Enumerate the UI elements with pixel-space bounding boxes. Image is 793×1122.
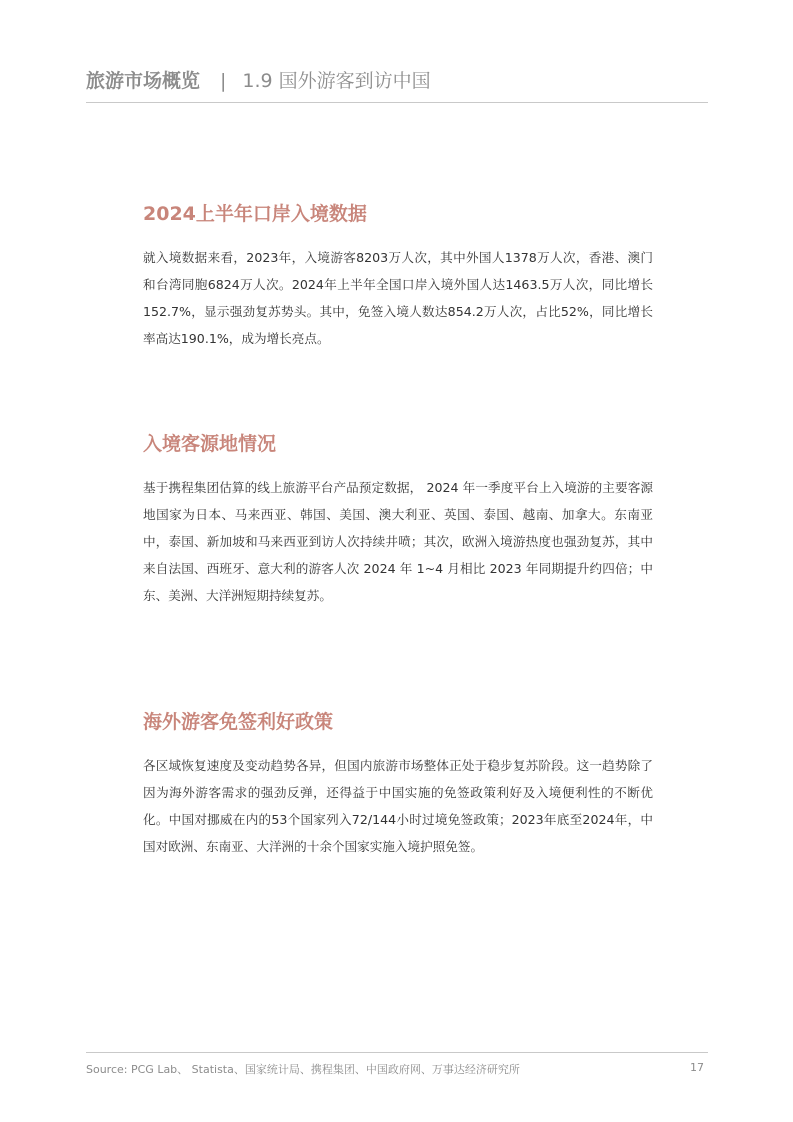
section-source-markets — [143, 430, 653, 609]
section-body: 基于携程集团估算的线上旅游平台产品预定数据， 2024 年一季度平台上入境游的主要客源地国家为日本、马来西亚、韩国、美国、澳大利亚、英国、泰国、越南、加拿大。东南亚中，泰国、新加坡和马来西亚到访人次持续井喷；其次，欧洲入境游热度也强劲复苏，其中来自法国、西班牙、意大利的游客人次 2024 年 1~4 月相比 2023 年同期提升约四倍；中东、美洲、大洋洲短期持续复苏。 — [143, 480, 653, 603]
header-chapter-title: 1.9 国外游客到访中国 — [242, 70, 431, 92]
section-title: 海外游客免签利好政策 — [143, 711, 334, 733]
page-number: 17 — [690, 1061, 704, 1074]
section-entry-data — [143, 200, 653, 352]
section-body: 各区域恢复速度及变动趋势各异，但国内旅游市场整体正处于稳步复苏阶段。这一趋势除了因为海外游客需求的强劲反弹，还得益于中国实施的免签政策利好及入境便利性的不断优化。中国对挪威在内的53个国家列入72/144小时过境免签政策；2023年底至2024年，中国对欧洲、东南亚、大洋洲的十余个国家实施入境护照免签。 — [143, 758, 653, 854]
section-body: 就入境数据来看，2023年，入境游客8203万人次，其中外国人1378万人次，香港、澳门和台湾同胞6824万人次。2024年上半年全国口岸入境外国人达1463.5万人次，同比增长152.7%，显示强劲复苏势头。其中，免签入境人数达854.2万人次，占比52%，同比增长率高达190.1%，成为增长亮点。 — [143, 250, 653, 346]
source-note: Source: PCG Lab、 Statista、国家统计局、携程集团、中国政府网、万事达经济研究所 — [86, 1063, 520, 1076]
section-visa-policy — [143, 708, 653, 860]
header-separator: | — [220, 70, 227, 92]
header-section-title: 旅游市场概览 — [86, 70, 201, 92]
page-footer — [86, 1052, 708, 1077]
section-title: 2024上半年口岸入境数据 — [143, 203, 367, 225]
section-title: 入境客源地情况 — [143, 433, 277, 455]
page-header — [86, 66, 708, 103]
